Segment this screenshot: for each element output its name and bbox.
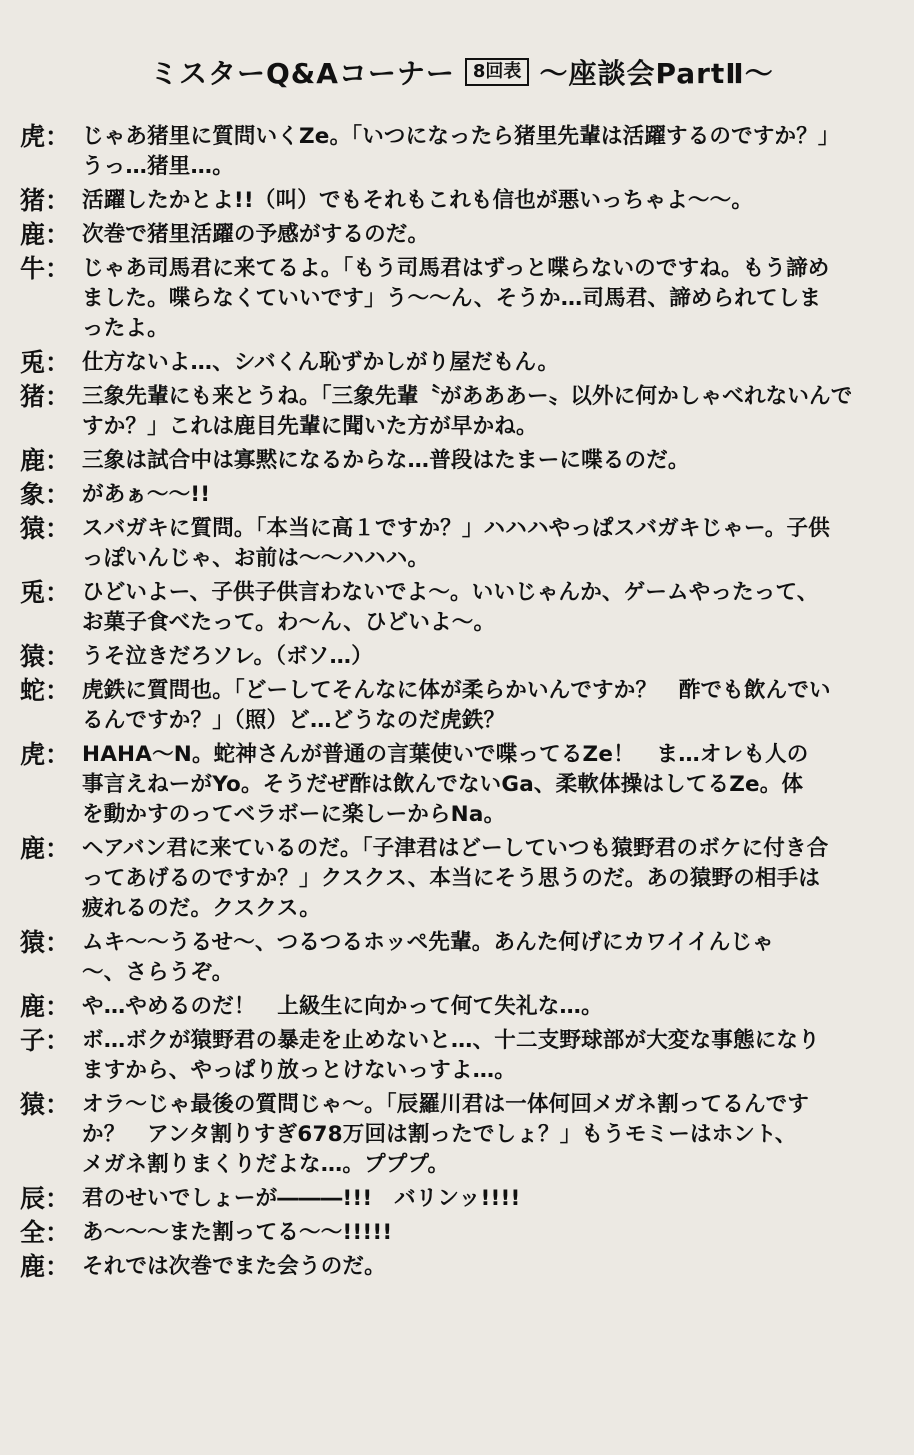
dialogue-text: 三象は試合中は寡黙になるからな…普段はたまーに喋るのだ。 [82, 448, 690, 473]
dialogue-entry [20, 220, 880, 250]
speaker-label: 牛： [20, 254, 71, 283]
dialogue-entry [20, 1252, 880, 1282]
dialogue-entry [20, 1184, 880, 1214]
dialogue-text: あ～～～また割ってる～～!!!!! [82, 1220, 393, 1245]
dialogue-text: ムキ～～うるせ～、つるつるホッペ先輩。あんた何げにカワイイんじゃ ～、さらうぞ。 [82, 930, 774, 985]
dialogue-entry [20, 928, 880, 988]
dialogue-entry [20, 446, 880, 476]
dialogue-entry [20, 1090, 880, 1180]
dialogue-text: 仕方ないよ…、シバくん恥ずかしがり屋だもん。 [82, 350, 560, 375]
speaker-label: 猪： [20, 382, 71, 411]
dialogue-entry [20, 186, 880, 216]
dialogue-entry [20, 382, 880, 442]
dialogue-text: HAHA～N。蛇神さんが普通の言葉使いで喋ってるZe！ ま…オレも人の 事言えねーがYo。そうだぜ酢は飲んでないGa、柔軟体操はしてるZe。体 を動かすのってベラボーに楽しーからNa。 [82, 742, 809, 827]
dialogue-text: オラ～じゃ最後の質問じゃ～。「辰羅川君は一体何回メガネ割ってるんです か？ アンタ割りすぎ678万回は割ったでしょ？」もうモミーはホント、 メガネ割りまくりだよな…。プププ。 [82, 1092, 810, 1177]
dialogue-entry [20, 992, 880, 1022]
speaker-label: 鹿： [20, 1252, 71, 1281]
speaker-label: 子： [20, 1026, 71, 1055]
dialogue-entry [20, 676, 880, 736]
speaker-label: 猪： [20, 186, 71, 215]
speaker-label: 猿： [20, 928, 71, 957]
speaker-label: 猿： [20, 514, 71, 543]
dialogue-text: ボ…ボクが猿野君の暴走を止めないと…、十二支野球部が大変な事態になり ますから、やっぱり放っとけないっすよ…。 [82, 1028, 820, 1083]
dialogue-text: うそ泣きだろソレ。（ボソ…） [82, 644, 373, 669]
dialogue-text: ひどいよー、子供子供言わないでよ～。いいじゃんか、ゲームやったって、 お菓子食べたって。わ～ん、ひどいよ～。 [82, 580, 819, 635]
dialogue-text: 次巻で猪里活躍の予感がするのだ。 [82, 222, 430, 247]
speaker-label: 猿： [20, 642, 71, 671]
title-subtitle: ～座談会PartⅡ～ [539, 57, 774, 90]
dialogue-text: 君のせいでしょーが―――!!! バリンッ!!!! [82, 1186, 521, 1211]
speaker-label: 虎： [20, 740, 71, 769]
speaker-label: 象： [20, 480, 71, 509]
speaker-label: 辰： [20, 1184, 71, 1213]
speaker-label: 虎： [20, 122, 71, 151]
dialogue-text: じゃあ猪里に質問いくZe。「いつになったら猪里先輩は活躍するのですか？」 うっ…猪里…。 [82, 124, 840, 179]
speaker-label: 猿： [20, 1090, 71, 1119]
dialogue-text: スバガキに質問。「本当に高１ですか？」ハハハやっぱスバガキじゃー。子供 っぽいんじゃ、お前は～～ハハハ。 [82, 516, 830, 571]
speaker-label: 兎： [20, 578, 71, 607]
dialogue-list [20, 122, 880, 1286]
speaker-label: 鹿： [20, 834, 71, 863]
speaker-label: 鹿： [20, 446, 71, 475]
dialogue-text: じゃあ司馬君に来てるよ。「もう司馬君はずっと喋らないのですね。もう諦め ました。喋らなくていいです」う～～ん、そうか…司馬君、諦められてしま ったよ。 [82, 256, 830, 341]
speaker-label: 鹿： [20, 992, 71, 1021]
dialogue-text: それでは次巻でまた会うのだ。 [82, 1254, 386, 1279]
inning-badge: 8回表 [465, 58, 530, 86]
speaker-label: 全： [20, 1218, 71, 1247]
dialogue-text: や…やめるのだ！ 上級生に向かって何て失礼な…。 [82, 994, 603, 1019]
dialogue-entry [20, 642, 880, 672]
dialogue-text: ヘアバン君に来ているのだ。「子津君はどーしていつも猿野君のボケに付き合 ってあげるのですか？」クスクス、本当にそう思うのだ。あの猿野の相手は 疲れるのだ。クスクス。 [82, 836, 829, 921]
dialogue-entry [20, 740, 880, 830]
dialogue-text: 虎鉄に質問也。「どーしてそんなに体が柔らかいんですか？ 酢でも飲んでい るんですか？」（照）ど…どうなのだ虎鉄？ [82, 678, 831, 733]
dialogue-entry [20, 348, 880, 378]
dialogue-entry [20, 254, 880, 344]
dialogue-entry [20, 122, 880, 182]
dialogue-entry [20, 578, 880, 638]
dialogue-entry [20, 834, 880, 924]
speaker-label: 蛇： [20, 676, 71, 705]
dialogue-entry [20, 514, 880, 574]
dialogue-text: 三象先輩にも来とうね。「三象先輩〝があああー〟以外に何かしゃべれないんで すか？」これは鹿目先輩に聞いた方が早かね。 [82, 384, 853, 439]
title-main: ミスターQ&Aコーナー [150, 57, 455, 90]
dialogue-entry [20, 480, 880, 510]
dialogue-entry [20, 1026, 880, 1086]
speaker-label: 兎： [20, 348, 71, 377]
speaker-label: 鹿： [20, 220, 71, 249]
dialogue-text: があぁ～～!! [82, 482, 211, 507]
dialogue-text: 活躍したかとよ!!（叫）でもそれもこれも信也が悪いっちゃよ～～。 [82, 188, 754, 213]
dialogue-entry [20, 1218, 880, 1248]
page-title [150, 52, 774, 92]
